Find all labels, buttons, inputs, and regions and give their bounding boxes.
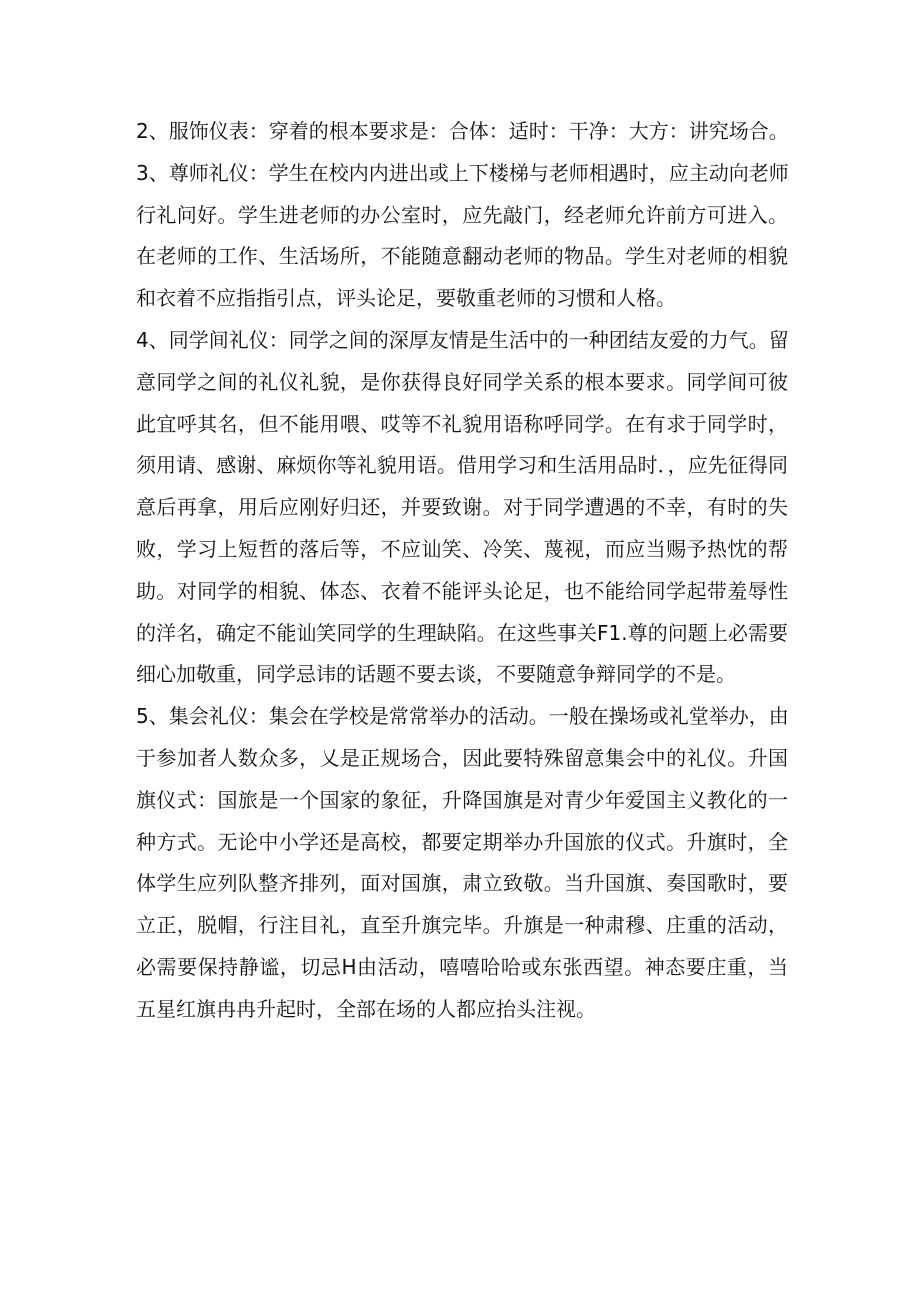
paragraph-5-line: 旗仪式：国旅是一个国家的象征，升降国旗是对青少年爱国主义教化的一: [136, 787, 788, 812]
paragraph-4-line: 细心加敬重，同学忌讳的话题不要去谈，不要随意争辩同学的不是。: [136, 662, 736, 687]
paragraph-5-line: 立正，脱帽，行注目礼，直至升旗完毕。升旗是一种肃穆、庄重的活动，: [136, 913, 788, 938]
paragraph-4-line: 须用请、感谢、麻烦你等礼貌用语。借用学习和生活用品时．，应先征得同: [136, 453, 788, 478]
document-body: [136, 111, 788, 1031]
paragraph-5-line: 于参加者人数众多，乂是正规场合，因此要特殊留意集会中的礼仪。升国: [136, 745, 788, 770]
paragraph-3-line: 3、尊师礼仪：学生在校内内进出或上下楼梯与老师相遇时，应主动向老师: [136, 160, 789, 185]
paragraph-5-line: 体学生应列队整齐排列，面对国旗，肃立致敬。当升国旗、奏国歌时，要: [136, 871, 788, 896]
paragraph-4-line: 此宜呼其名，但不能用喂、哎等不礼貌用语称呼同学。在有求于同学时，: [136, 411, 788, 436]
paragraph-4-line: 4、同学间礼仪：同学之间的深厚友情是生活中的一种团结友爱的力气。留: [136, 327, 789, 352]
paragraph-3-line: 行礼问好。学生进老师的办公室时，应先敲门，经老师允许前方可进入。: [136, 202, 788, 227]
paragraph-4-line: 助。对同学的相貌、体态、衣着不能评头论足，也不能给同学起带羞辱性: [136, 578, 788, 603]
paragraph-2-line: 2、服饰仪表：穿着的根本要求是：合体：适时：干净：大方：讲究场合。: [136, 119, 789, 143]
paragraph-4-line: 败，学习上短哲的落后等，不应讪笑、冷笑、蔑视，而应当赐予热忱的帮: [136, 536, 788, 561]
paragraph-5-line: 必需要保持静谧，切忌H由活动，嘻嘻哈哈或东张西望。神态要庄重，当: [136, 954, 788, 979]
paragraph-4-line: 意同学之间的礼仪礼貌，是你获得良好同学关系的根本要求。同学间可彼: [136, 369, 788, 394]
paragraph-5-line: 五星红旗冉冉升起时，全部在场的人都应抬头注视。: [136, 996, 596, 1021]
paragraph-3-line: 在老师的工作、生活场所，不能随意翻动老师的物品。学生对老师的相貌: [136, 244, 788, 269]
paragraph-3-line: 和衣着不应指指引点，评头论足，要敬重老师的习惯和人格。: [136, 286, 676, 311]
paragraph-5-line: 5、集会礼仪：集会在学校是常常举办的活动。一般在操场或礼堂举办，由: [136, 704, 789, 729]
paragraph-4-line: 意后再拿，用后应刚好归还，并要致谢。对于同学遭遇的不幸，有时的失: [136, 495, 788, 520]
paragraph-5-line: 种方式。无论中小学还是高校，都要定期举办升国旅的仪式。升旗时，全: [136, 829, 788, 854]
paragraph-4-line: 的洋名，确定不能讪笑同学的生理缺陷。在这些事关F1.尊的问题上必需要: [136, 620, 788, 645]
